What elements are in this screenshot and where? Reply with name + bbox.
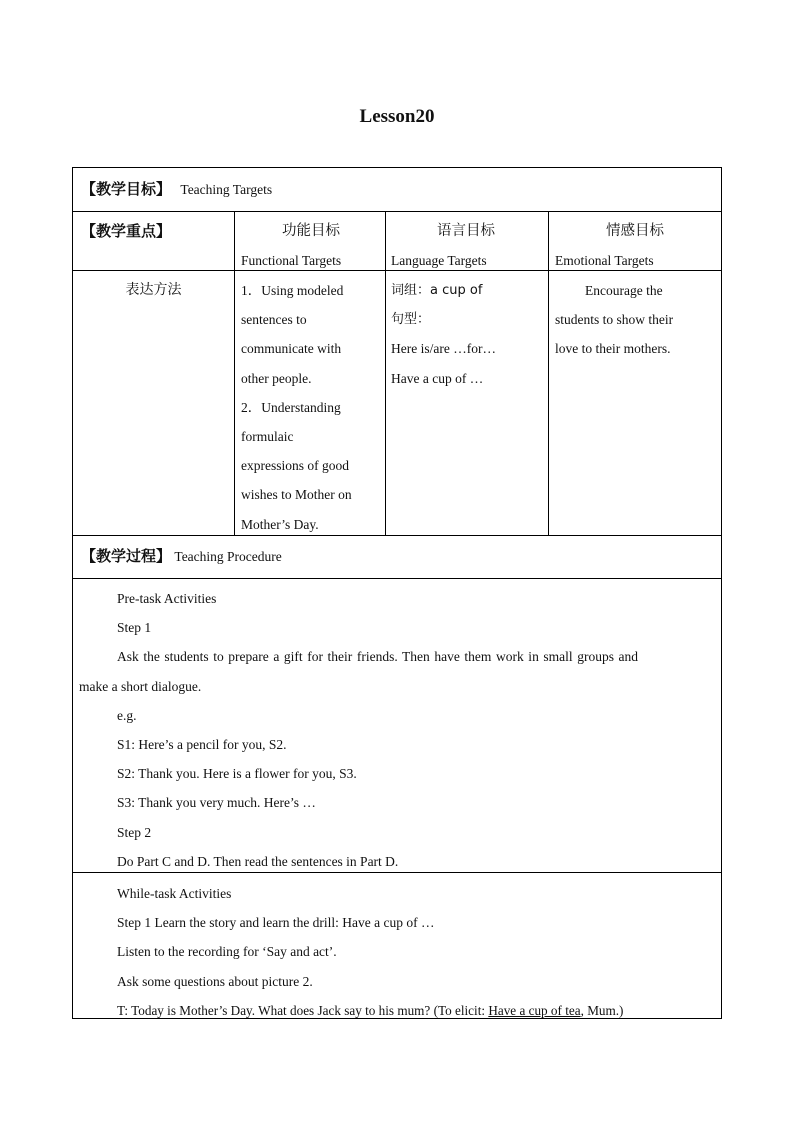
dialogue-line: S2: Thank you. Here is a flower for you, S3.	[117, 766, 357, 782]
whiletask-listen: Listen to the recording for ‘Say and act’.	[117, 944, 337, 960]
pretask-block	[79, 584, 715, 876]
procedure-row	[81, 542, 282, 571]
whiletask-heading: While-task Activities	[117, 886, 232, 901]
teacher-line-prefix: T: Today is Mother’s Day. What does Jack say to his mum? (To elicit:	[117, 1002, 489, 1018]
pretask-step2: Step 2	[117, 824, 152, 840]
dialogue-line: S1: Here’s a pencil for you, S2.	[117, 737, 287, 753]
column-divider	[385, 211, 386, 535]
pretask-eg: e.g.	[117, 707, 137, 723]
pretask-step2-text: Do Part C and D. Then read the sentences in Part D.	[117, 853, 399, 869]
row-divider	[73, 535, 721, 536]
functional-line: 2．Understanding	[241, 399, 341, 415]
language-line: Have a cup of …	[391, 370, 484, 386]
emotional-header	[555, 216, 715, 276]
functional-line: other people.	[241, 370, 312, 386]
procedure-text: Teaching Procedure	[174, 549, 282, 564]
dialogue-line: S3: Thank you very much. Here’s …	[117, 795, 316, 811]
language-list	[391, 276, 541, 393]
focus-label: 【教学重点】	[81, 222, 172, 240]
procedure-label: 【教学过程】	[81, 547, 172, 565]
page-title: Lesson20	[359, 106, 435, 127]
language-header-cn: 语言目标	[437, 223, 495, 239]
column-divider	[548, 211, 549, 535]
language-header	[391, 216, 541, 276]
teacher-line-suffix: , Mum.)	[580, 1002, 624, 1018]
lesson-plan-table	[72, 167, 722, 1019]
whiletask-ask: Ask some questions about picture 2.	[117, 973, 313, 989]
functional-line: expressions of good	[241, 458, 349, 474]
functional-line: communicate with	[241, 341, 342, 357]
targets-label: 【教学目标】	[81, 180, 172, 198]
language-header-en: Language Targets	[391, 253, 487, 268]
emotional-line: love to their mothers.	[555, 341, 671, 357]
pretask-heading: Pre-task Activities	[117, 591, 217, 606]
language-line: Here is/are …for…	[391, 341, 496, 357]
whiletask-teacher-line	[79, 996, 715, 1025]
functional-line: formulaic	[241, 429, 294, 445]
functional-header-en: Functional Targets	[241, 253, 342, 268]
emotional-line: students to show their	[555, 312, 674, 328]
emotional-list	[555, 276, 713, 364]
functional-line: wishes to Mother on	[241, 487, 352, 503]
functional-line: sentences to	[241, 312, 307, 328]
teacher-line-underlined: Have a cup of tea	[488, 1002, 581, 1018]
emotional-line: Encourage the	[585, 283, 663, 298]
language-line: 词组：a cup of	[391, 283, 483, 298]
pretask-paragraph-line: make a short dialogue.	[79, 678, 202, 694]
column-divider	[234, 211, 235, 535]
functional-header-cn: 功能目标	[282, 223, 340, 239]
functional-header	[241, 216, 381, 276]
functional-line: 1．Using modeled	[241, 283, 344, 298]
pretask-step1: Step 1	[117, 620, 152, 636]
emotional-header-en: Emotional Targets	[555, 253, 654, 268]
whiletask-step1: Step 1 Learn the story and learn the drill: Have a cup of …	[117, 915, 435, 931]
functional-list	[241, 276, 377, 539]
row-divider	[73, 578, 721, 579]
language-line: 句型：	[391, 312, 431, 328]
pretask-paragraph-line: Ask the students to prepare a gift for their friends. Then have them work in small groups and	[117, 649, 639, 665]
targets-text: Teaching Targets	[180, 182, 273, 197]
emotional-header-cn: 情感目标	[606, 223, 664, 239]
targets-row	[81, 175, 272, 204]
functional-line: Mother’s Day.	[241, 516, 319, 532]
row-divider	[73, 211, 721, 212]
whiletask-block	[79, 879, 715, 1025]
expression-label: 表达方法	[125, 282, 182, 298]
